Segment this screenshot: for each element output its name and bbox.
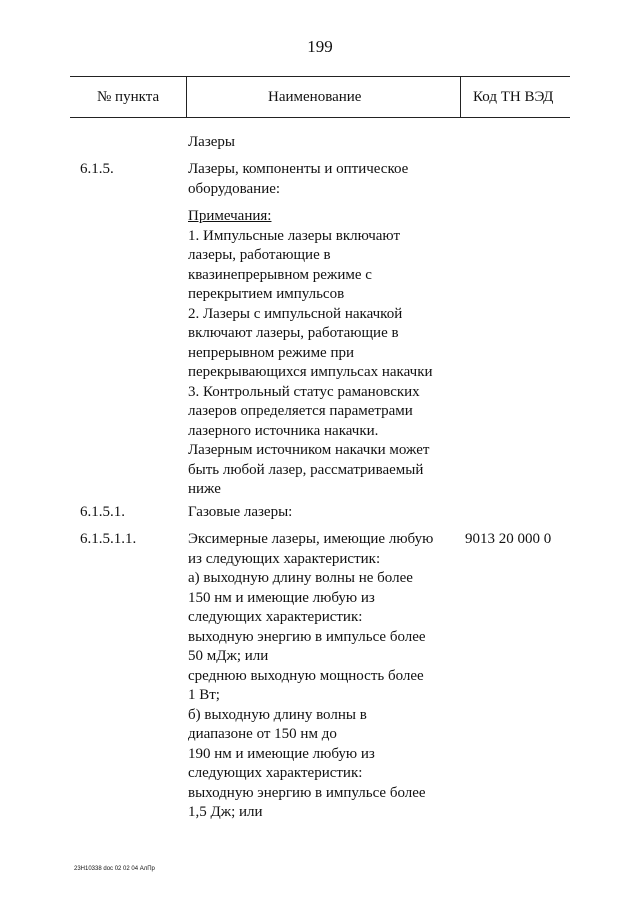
item-name — [188, 503, 463, 523]
item-text-line: выходную энергию в импульсе более — [188, 784, 426, 801]
item-number: 6.1.5. — [80, 161, 114, 177]
note-line: Лазерным источником накачки может — [188, 442, 430, 458]
note-line: 1. Импульсные лазеры включают — [188, 227, 400, 244]
item-text-line: следующих характеристик: — [188, 609, 363, 625]
item-text-line: 190 нм и имеющие любую из — [188, 745, 375, 762]
header-col-code: Код ТН ВЭД — [473, 89, 554, 105]
note-line: перекрывающихся импульсах накачки — [188, 364, 433, 380]
note-line: быть любой лазер, рассматриваемый — [188, 461, 424, 478]
item-number: 6.1.5.1. — [80, 504, 125, 520]
item-name — [188, 530, 463, 823]
note-line: лазеров определяется параметрами — [188, 403, 413, 419]
item-text-line: 1,5 Дж; или — [188, 804, 263, 820]
item-text-line: 150 нм и имеющие любую из — [188, 589, 375, 606]
item-text-line: диапазоне от 150 нм до — [188, 726, 337, 742]
note-line: 2. Лазеры с импульсной накачкой — [188, 305, 403, 322]
item-text-line: 1 Вт; — [188, 687, 220, 703]
item-name — [188, 160, 463, 199]
item-text-line: Лазеры, компоненты и оптическое — [188, 161, 409, 177]
note-line: лазерного источника накачки. — [188, 422, 379, 439]
header-divider — [460, 77, 461, 117]
note-line: перекрытием импульсов — [188, 286, 345, 302]
note-line: непрерывном режиме при — [188, 344, 355, 361]
item-number: 6.1.5.1.1. — [80, 531, 137, 547]
page-number: 199 — [307, 37, 333, 56]
item-text-line: оборудование: — [188, 180, 281, 197]
item-text-line: Газовые лазеры: — [188, 504, 293, 520]
notes-block — [188, 207, 463, 500]
item-text-line: 50 мДж; или — [188, 648, 269, 664]
item-code: 9013 20 000 0 — [465, 531, 552, 547]
item-text-line: Эксимерные лазеры, имеющие любую — [188, 531, 434, 547]
item-text-line: а) выходную длину волны не более — [188, 570, 413, 586]
footer-doc-id: 23Н10338 doc 02 02 04 АлПр — [74, 866, 155, 872]
note-line: ниже — [188, 481, 221, 497]
item-text-line: выходную энергию в импульсе более — [188, 628, 426, 645]
note-line: лазеры, работающие в — [188, 247, 331, 263]
note-line: включают лазеры, работающие в — [188, 325, 399, 341]
header-col-number: № пункта — [97, 89, 160, 105]
item-text-line: из следующих характеристик: — [188, 550, 381, 567]
table-header — [70, 76, 570, 118]
note-line: 3. Контрольный статус рамановских — [188, 383, 420, 400]
note-line: квазинепрерывном режиме с — [188, 266, 372, 283]
item-text-line: б) выходную длину волны в — [188, 706, 367, 723]
item-text-line: следующих характеристик: — [188, 765, 363, 781]
notes-title: Примечания: — [188, 208, 272, 224]
section-title: Лазеры — [188, 134, 235, 150]
header-divider — [186, 77, 187, 117]
item-text-line: среднюю выходную мощность более — [188, 667, 424, 684]
header-col-name: Наименование — [268, 89, 362, 105]
